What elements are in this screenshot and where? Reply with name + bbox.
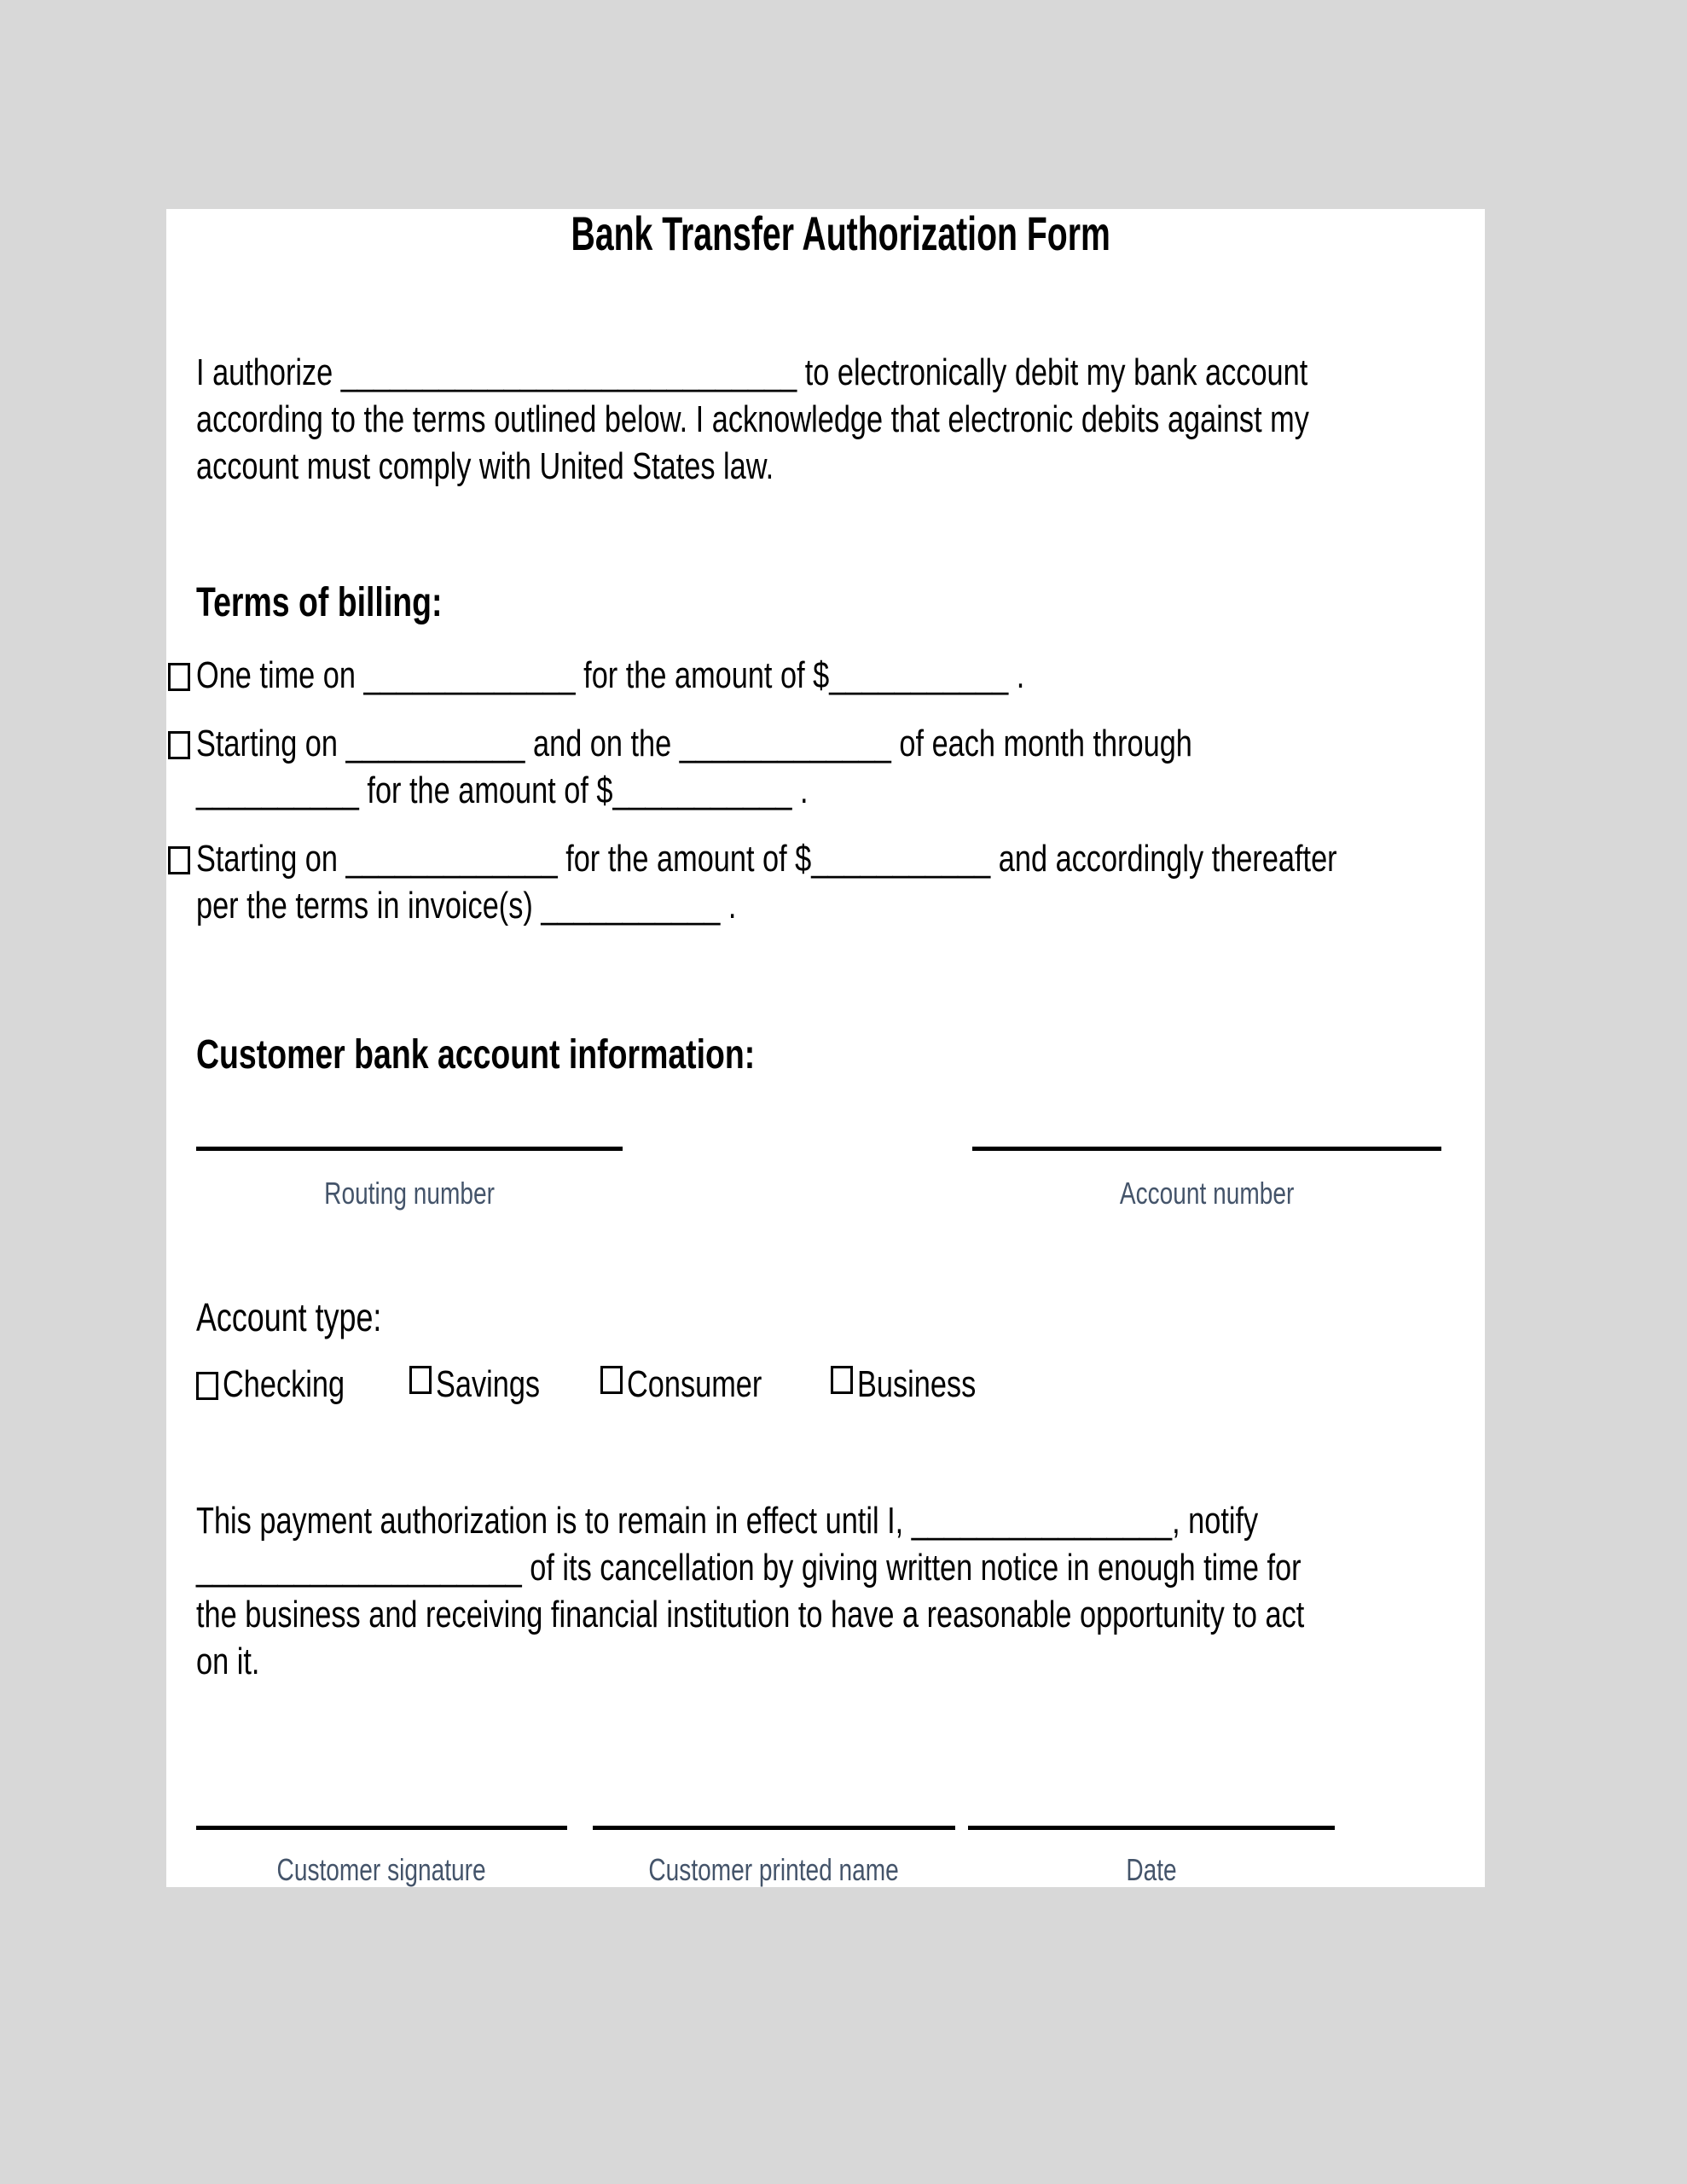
date-label-text: Date (1126, 1852, 1177, 1887)
intro-line (196, 396, 1485, 443)
routing-number-label-text: Routing number (324, 1176, 495, 1211)
signature-labels (196, 1851, 1485, 1887)
form-title-text: Bank Transfer Authorization Form (571, 209, 1110, 260)
date-label (968, 1851, 1335, 1887)
checkbox-icon[interactable] (600, 1366, 623, 1394)
closing-line (196, 1497, 1485, 1544)
intro-text: I authorize ____________________________ to electronically debit my bank account (196, 351, 1308, 393)
bank-info-lines (196, 1147, 1485, 1151)
billing-item-line (168, 835, 1485, 882)
closing-line (196, 1544, 1485, 1591)
billing-item-text: per the terms in invoice(s) ___________ . (196, 885, 737, 926)
account-number-line[interactable] (972, 1147, 1441, 1151)
intro-line (196, 349, 1485, 396)
checkbox-icon[interactable] (168, 731, 190, 759)
closing-text: the business and receiving financial institution to have a reasonable opportunity to act (196, 1594, 1305, 1635)
bank-info-labels (196, 1175, 1485, 1212)
billing-items (196, 652, 1485, 929)
intro-paragraph (196, 349, 1485, 490)
billing-item (196, 720, 1485, 814)
account-type-options (196, 1361, 1485, 1412)
routing-number-label (196, 1175, 623, 1212)
billing-item-text: Starting on _____________ for the amount of $___________ and accordingly thereafter (196, 838, 1337, 880)
checkbox-icon[interactable] (168, 663, 190, 691)
billing-item-line (196, 882, 1485, 929)
bank-info-heading (196, 1031, 1485, 1078)
closing-line (196, 1591, 1485, 1638)
account-type-option-consumer[interactable] (600, 1361, 800, 1416)
document-page (166, 209, 1485, 1887)
intro-text: according to the terms outlined below. I acknowledge that electronic debits against my (196, 398, 1309, 440)
billing-item (196, 835, 1485, 929)
billing-heading (196, 579, 1485, 626)
intro-text: account must comply with United States law. (196, 445, 774, 487)
billing-item-line (168, 652, 1485, 699)
billing-heading-text: Terms of billing: (196, 580, 443, 625)
checkbox-icon[interactable] (409, 1366, 432, 1394)
account-type-heading (196, 1294, 1485, 1341)
routing-number-line[interactable] (196, 1147, 623, 1151)
customer-printed-name-line[interactable] (593, 1826, 955, 1830)
closing-text: This payment authorization is to remain in effect until I, ________________, notify (196, 1500, 1259, 1542)
closing-line (196, 1638, 1485, 1685)
billing-item (196, 652, 1485, 699)
document-content (196, 209, 1485, 1887)
checkbox-icon[interactable] (196, 1372, 218, 1400)
billing-item-text: One time on _____________ for the amount of $___________ . (196, 654, 1025, 696)
intro-line (196, 443, 1485, 490)
account-type-heading-text: Account type: (196, 1295, 382, 1339)
account-type-option-savings[interactable] (409, 1361, 570, 1416)
billing-item-text: __________ for the amount of $___________ . (196, 770, 809, 811)
account-type-option-label: Consumer (626, 1363, 762, 1405)
billing-item-line (196, 767, 1485, 814)
account-type-option-label: Savings (436, 1363, 541, 1405)
account-type-option-business[interactable] (831, 1361, 1010, 1416)
account-type-option-checking[interactable] (196, 1361, 379, 1416)
customer-printed-name-label-text: Customer printed name (648, 1852, 900, 1887)
billing-item-text: Starting on ___________ and on the _____________ of each month through (196, 723, 1192, 764)
signature-lines (196, 1826, 1485, 1830)
account-type-option-label: Business (856, 1363, 977, 1405)
account-type-option-label: Checking (223, 1363, 345, 1405)
billing-item-line (168, 720, 1485, 767)
account-number-label-text: Account number (1119, 1176, 1295, 1211)
customer-signature-line[interactable] (196, 1826, 567, 1830)
checkbox-icon[interactable] (168, 846, 190, 874)
customer-printed-name-label (593, 1851, 955, 1887)
closing-paragraph (196, 1497, 1485, 1685)
customer-signature-label (196, 1851, 567, 1887)
form-title (196, 209, 1485, 258)
bank-info-heading-text: Customer bank account information: (196, 1032, 756, 1077)
checkbox-icon[interactable] (831, 1366, 853, 1394)
date-line[interactable] (968, 1826, 1335, 1830)
closing-text: on it. (196, 1641, 260, 1682)
account-number-label (972, 1175, 1441, 1212)
closing-text: ____________________ of its cancellation by giving written notice in enough time for (196, 1547, 1301, 1589)
customer-signature-label-text: Customer signature (276, 1852, 487, 1887)
